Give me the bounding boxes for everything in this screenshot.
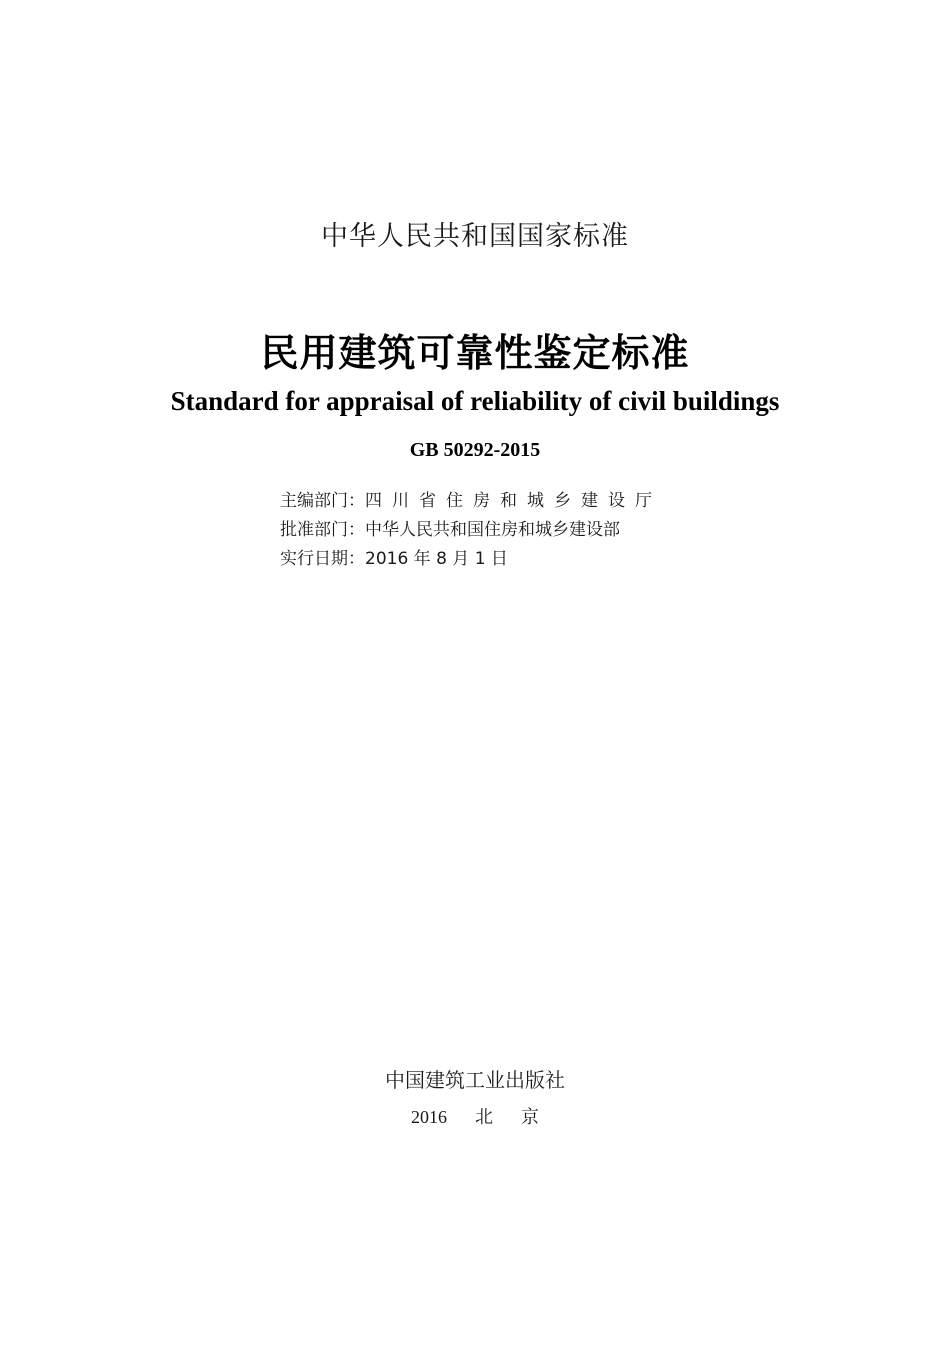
standard-code: GB 50292-2015 bbox=[409, 439, 541, 461]
meta-value: 四川省住房和城乡建设厅 bbox=[365, 491, 662, 511]
meta-label: 实行日期： bbox=[280, 549, 365, 569]
meta-label: 主编部门： bbox=[280, 491, 365, 511]
meta-row-effective-date bbox=[280, 545, 662, 574]
meta-row-editor bbox=[280, 487, 662, 516]
national-standard-heading: 中华人民共和国国家标准 bbox=[321, 221, 629, 252]
publisher-name: 中国建筑工业出版社 bbox=[385, 1068, 565, 1092]
publication-city-2: 京 bbox=[521, 1107, 539, 1127]
publication-year: 2016 bbox=[411, 1107, 447, 1127]
title-english: Standard for appraisal of reliability of civil buildings bbox=[170, 386, 780, 416]
meta-label: 批准部门： bbox=[280, 520, 365, 540]
meta-value: 中华人民共和国住房和城乡建设部 bbox=[365, 520, 620, 540]
meta-value: 2016 年 8 月 1 日 bbox=[365, 549, 508, 569]
meta-row-approver bbox=[280, 516, 662, 545]
publication-place bbox=[0, 1103, 950, 1129]
meta-block bbox=[280, 487, 662, 574]
publication-city-1: 北 bbox=[475, 1107, 493, 1127]
title-chinese: 民用建筑可靠性鉴定标准 bbox=[260, 331, 690, 375]
